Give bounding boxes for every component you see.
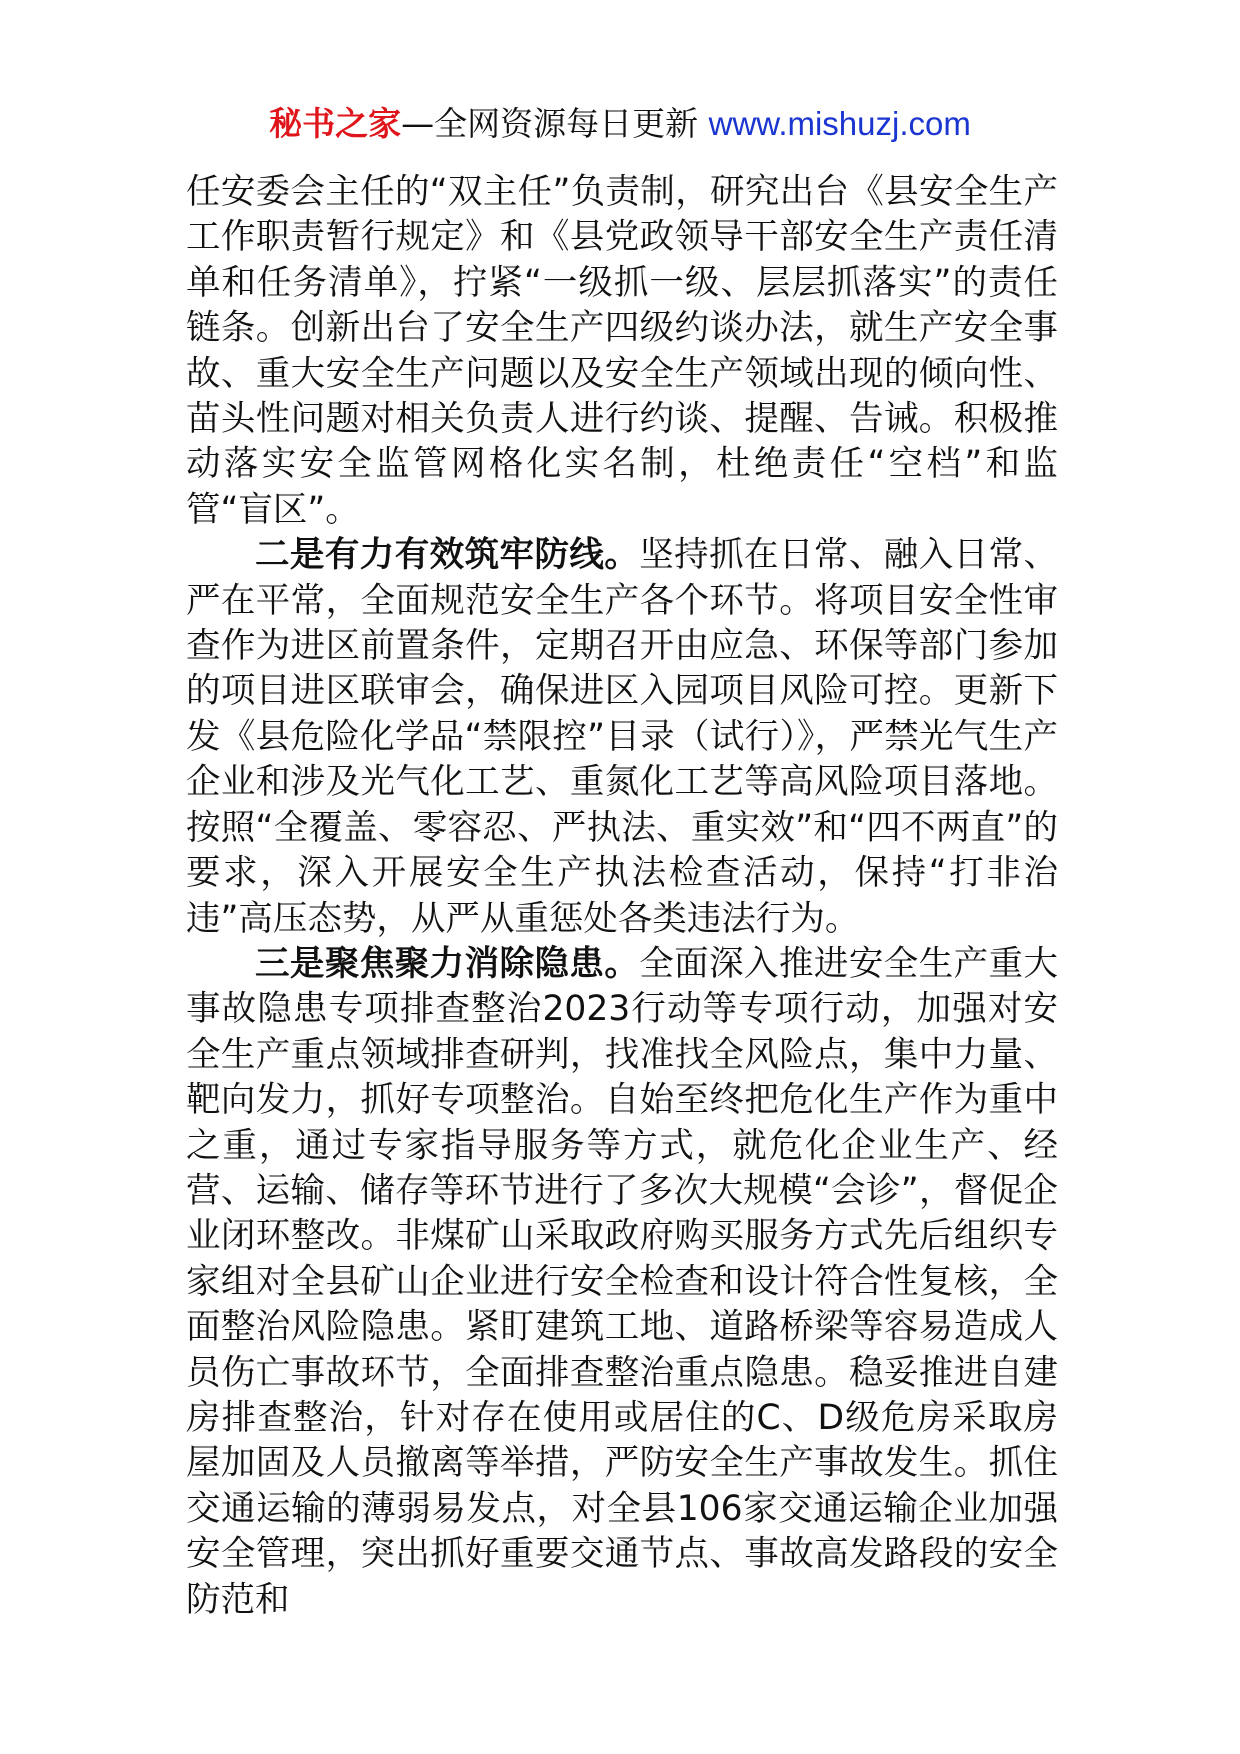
document-body: [186, 170, 1058, 1623]
page-header: [0, 102, 1240, 146]
paragraph-continued: [186, 170, 1058, 533]
site-url-link[interactable]: www.mishuzj.com: [708, 105, 971, 142]
paragraph-text: 任安委会主任的“双主任”负责制，研究出台《县安全生产工作职责暂行规定》和《县党政领导干部安全生产责任清单和任务清单》，拧紧“一级抓一级、层层抓落实”的责任链条。创新出台了安全生产四级约谈办法，就生产安全事故、重大安全生产问题以及安全生产领域出现的倾向性、苗头性问题对相关负责人进行约谈、提醒、告诫。积极推动落实安全监管网格化实名制，杜绝责任“空档”和监管“盲区”。: [186, 172, 1058, 530]
paragraph-text: 坚持抓在日常、融入日常、严在平常，全面规范安全生产各个环节。将项目安全性审查作为进区前置条件，定期召开由应急、环保等部门参加的项目进区联审会，确保进区入园项目风险可控。更新下发《县危险化学品“禁限控”目录（试行）》，严禁光气生产企业和涉及光气化工艺、重氮化工艺等高风险项目落地。按照“全覆盖、零容忍、严执法、重实效”和“四不两直”的要求，深入开展安全生产执法检查活动，保持“打非治违”高压态势，从严从重惩处各类违法行为。: [186, 535, 1058, 939]
site-tagline: —全网资源每日更新: [401, 104, 699, 143]
paragraph-lead-heading: 三是聚焦聚力消除隐患。: [255, 943, 640, 984]
paragraph-lead-heading: 二是有力有效筑牢防线。: [255, 535, 640, 576]
paragraph-text: 全面深入推进安全生产重大事故隐患专项排查整治2023行动等专项行动，加强对安全生产重点领域排查研判，找准找全风险点，集中力量、靶向发力，抓好专项整治。自始至终把危化生产作为重中之重，通过专家指导服务等方式，就危化企业生产、经营、运输、储存等环节进行了多次大规模“会诊”，督促企业闭环整改。非煤矿山采取政府购买服务方式先后组织专家组对全县矿山企业进行安全检查和设计符合性复核，全面整治风险隐患。紧盯建筑工地、道路桥梁等容易造成人员伤亡事故环节，全面排查整治重点隐患。稳妥推进自建房排查整治，针对存在使用或居住的C、D级危房采取房屋加固及人员撤离等举措，严防安全生产事故发生。抓住交通运输的薄弱易发点，对全县106家交通运输企业加强安全管理，突出抓好重要交通节点、事故高发路段的安全防范和: [186, 943, 1058, 1620]
paragraph-section-two: [186, 533, 1058, 942]
paragraph-section-three: [186, 942, 1058, 1623]
site-brand: 秘书之家: [269, 104, 402, 143]
